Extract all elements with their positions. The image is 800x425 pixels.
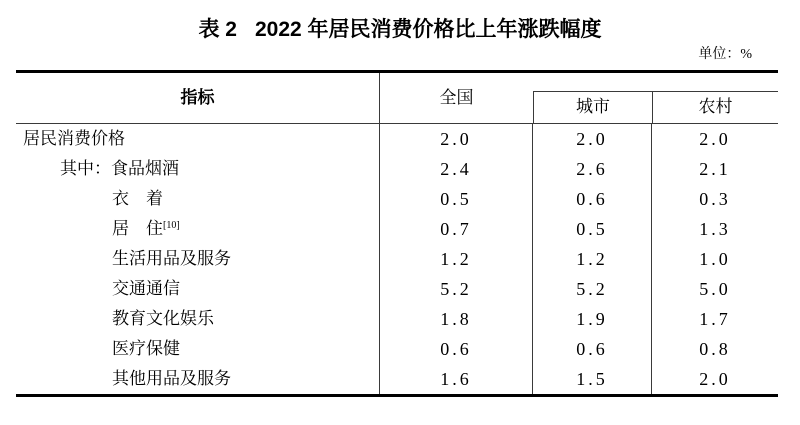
value-city: 2.0 <box>533 124 652 154</box>
table-row-housing <box>16 214 778 244</box>
table-body <box>16 124 778 394</box>
value-rural: 1.3 <box>699 219 731 239</box>
cpi-table <box>16 70 778 397</box>
row-label-text: 医疗保健 <box>112 339 180 358</box>
table-header <box>16 73 778 124</box>
unit-row <box>16 45 778 65</box>
table-title <box>0 0 800 43</box>
value-city: 1.5 <box>533 364 652 394</box>
row-label <box>16 304 380 334</box>
unit-label: 单位：% <box>698 47 752 62</box>
value-city: 0.6 <box>533 334 652 364</box>
value-rural: 0.8 <box>699 339 731 359</box>
value-national: 0.5 <box>380 184 533 214</box>
value-rural: 2.1 <box>699 159 731 179</box>
table-row-transport-communication <box>16 274 778 304</box>
value-city: 2.6 <box>533 154 652 184</box>
row-label <box>16 244 380 274</box>
column-header-city: 城市 <box>534 92 653 123</box>
value-rural: 0.3 <box>699 189 731 209</box>
footnote-ref: [10] <box>163 220 180 231</box>
value-city: 1.2 <box>533 244 652 274</box>
table-row-cpi <box>16 124 778 154</box>
value-rural: 1.7 <box>699 309 731 329</box>
value-rural: 2.0 <box>699 129 731 149</box>
table-title-text: 2022 年居民消费价格比上年涨跌幅度 <box>254 18 602 41</box>
value-rural: 5.0 <box>699 279 731 299</box>
value-city: 0.6 <box>533 184 652 214</box>
value-national: 1.2 <box>380 244 533 274</box>
table-row-clothing <box>16 184 778 214</box>
row-label <box>16 124 380 154</box>
column-header-national: 全国 <box>439 88 474 107</box>
row-label <box>16 274 380 304</box>
subcolumn-group <box>533 91 778 123</box>
value-national: 1.6 <box>380 364 533 394</box>
row-label <box>16 184 380 214</box>
value-city: 5.2 <box>533 274 652 304</box>
value-city: 1.9 <box>533 304 652 334</box>
row-label-text: 生活用品及服务 <box>112 249 231 268</box>
value-national: 2.4 <box>380 154 533 184</box>
value-national: 0.7 <box>380 214 533 244</box>
table-row-household-goods <box>16 244 778 274</box>
value-rural: 1.0 <box>699 249 731 269</box>
value-national: 1.8 <box>380 304 533 334</box>
row-label <box>16 214 380 244</box>
row-label-text: 居民消费价格 <box>23 129 125 148</box>
row-label-text: 居 住 <box>112 219 163 238</box>
value-city: 0.5 <box>533 214 652 244</box>
column-header-indicator: 指标 <box>16 73 380 123</box>
row-label-text: 教育文化娱乐 <box>112 309 214 328</box>
value-national: 5.2 <box>380 274 533 304</box>
row-label <box>16 364 380 394</box>
value-national: 0.6 <box>380 334 533 364</box>
table-row-healthcare <box>16 334 778 364</box>
value-national: 2.0 <box>380 124 533 154</box>
row-label-text: 其中：食品烟酒 <box>60 159 179 178</box>
table-row-other-goods <box>16 364 778 394</box>
column-header-rural: 农村 <box>698 97 733 116</box>
row-label-text: 衣 着 <box>112 189 163 208</box>
value-rural: 2.0 <box>699 369 731 389</box>
table-row-food-tobacco <box>16 154 778 184</box>
table-row-education-culture <box>16 304 778 334</box>
row-label <box>16 334 380 364</box>
row-label-text: 交通通信 <box>112 279 180 298</box>
table-number: 表 2 <box>198 18 237 41</box>
row-label <box>16 154 380 184</box>
row-label-text: 其他用品及服务 <box>112 369 231 388</box>
